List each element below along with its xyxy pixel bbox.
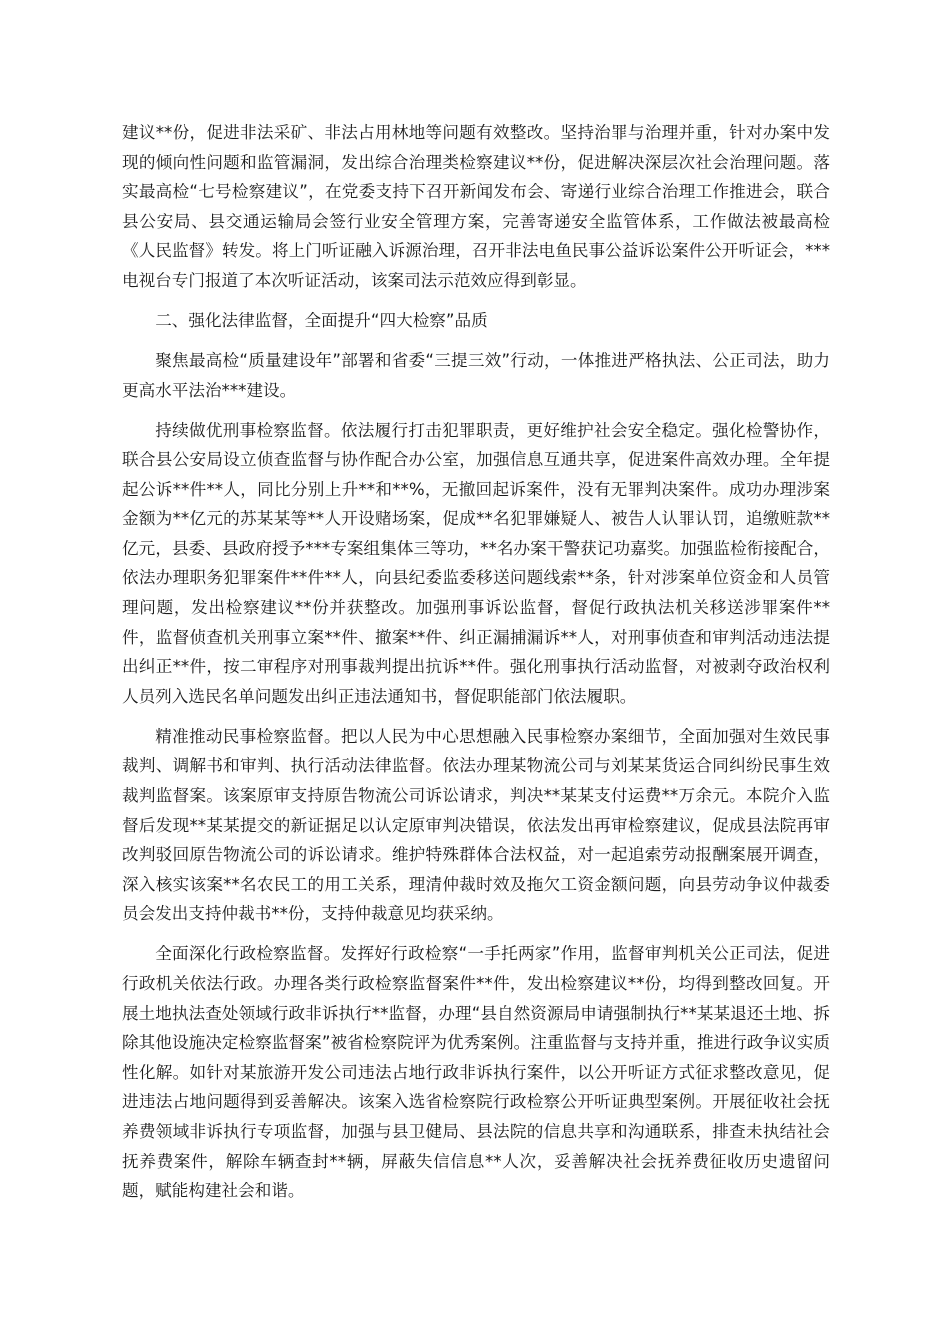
- section-heading: 二、强化法律监督，全面提升“四大检察”品质: [155, 310, 488, 330]
- paragraph-continuation: 建议**份，促进非法采矿、非法占用林地等问题有效整改。坚持治罪与治理并重，针对办案中发现的倾向性问题和监管漏洞，发出综合治理类检察建议**份，促进解决深层次社会治理问题。落实最高检“七号检察建议”，在党委支持下召开新闻发布会、寄递行业综合治理工作推进会，联合县公安局、县交通运输局会签行业安全管理方案，完善寄递安全监管体系，工作做法被最高检《人民监督》转发。将上门听证融入诉源治理，召开非法电鱼民事公益诉讼案件公开听证会，***电视台专门报道了本次听证活动，该案司法示范效应得到彰显。: [122, 123, 830, 290]
- paragraph-criminal-procuratorial: 持续做优刑事检察监督。依法履行打击犯罪职责，更好维护社会安全稳定。强化检警协作，联合县公安局设立侦查监督与协作配合办公室，加强信息互通共享，促进案件高效办理。全年提起公诉**件**人，同比分别上升**和**%，无撤回起诉案件，没有无罪判决案件。成功办理涉案金额为**亿元的苏某某等**人开设赌场案，促成**名犯罪嫌疑人、被告人认罪认罚，追缴赃款**亿元，县委、县政府授予***专案组集体三等功，**名办案干警获记功嘉奖。加强监检衔接配合，依法办理职务犯罪案件**件**人，向县纪委监委移送问题线索**条，针对涉案单位资金和人员管理问题，发出检察建议**份并获整改。加强刑事诉讼监督，督促行政执法机关移送涉罪案件**件，监督侦查机关刑事立案**件、撤案**件、纠正漏捕漏诉**人，对刑事侦查和审判活动违法提出纠正**件，按二审程序对刑事裁判提出抗诉**件。强化刑事执行活动监督，对被剥夺政治权利人员列入选民名单问题发出纠正违法通知书，督促职能部门依法履职。: [122, 420, 830, 706]
- paragraph-administrative-procuratorial: 全面深化行政检察监督。发挥好行政检察“一手托两家”作用，监督审判机关公正司法，促进行政机关依法行政。办理各类行政检察监督案件**件，发出检察建议**份，均得到整改回复。开展土地执法查处领域行政非诉执行**监督，办理“县自然资源局申请强制执行**某某退还土地、拆除其他设施决定检察监督案”被省检察院评为优秀案例。注重监督与支持并重，推进行政争议实质性化解。如针对某旅游开发公司违法占地行政非诉执行案件，以公开听证方式征求整改意见，促进违法占地问题得到妥善解决。该案入选省检察院行政检察公开听证典型案例。开展征收社会抚养费领域非诉执行专项监督，加强与县卫健局、县法院的信息共享和沟通联系，排查未执结社会抚养费案件，解除车辆查封**辆，屏蔽失信信息**人次，妥善解决社会抚养费征收历史遗留问题，赋能构建社会和谐。: [122, 944, 830, 1201]
- paragraph-intro: 聚焦最高检“质量建设年”部署和省委“三提三效”行动，一体推进严格执法、公正司法，助力更高水平法治***建设。: [122, 350, 830, 400]
- paragraph-civil-procuratorial: 精准推动民事检察监督。把以人民为中心思想融入民事检察办案细节，全面加强对生效民事裁判、调解书和审判、执行活动法律监督。依法办理某物流公司与刘某某货运合同纠纷民事生效裁判监督案。该案原审支持原告物流公司诉讼请求，判决**某某支付运费**万余元。本院介入监督后发现**某某提交的新证据足以认定原审判决错误，依法发出再审检察建议，促成县法院再审改判驳回原告物流公司的诉讼请求。维护特殊群体合法权益，对一起追索劳动报酬案展开调查，深入核实该案**名农民工的用工关系，理清仲裁时效及拖欠工资金额问题，向县劳动争议仲裁委员会发出支持仲裁书**份，支持仲裁意见均获采纳。: [122, 726, 830, 924]
- document-body: [122, 118, 830, 1216]
